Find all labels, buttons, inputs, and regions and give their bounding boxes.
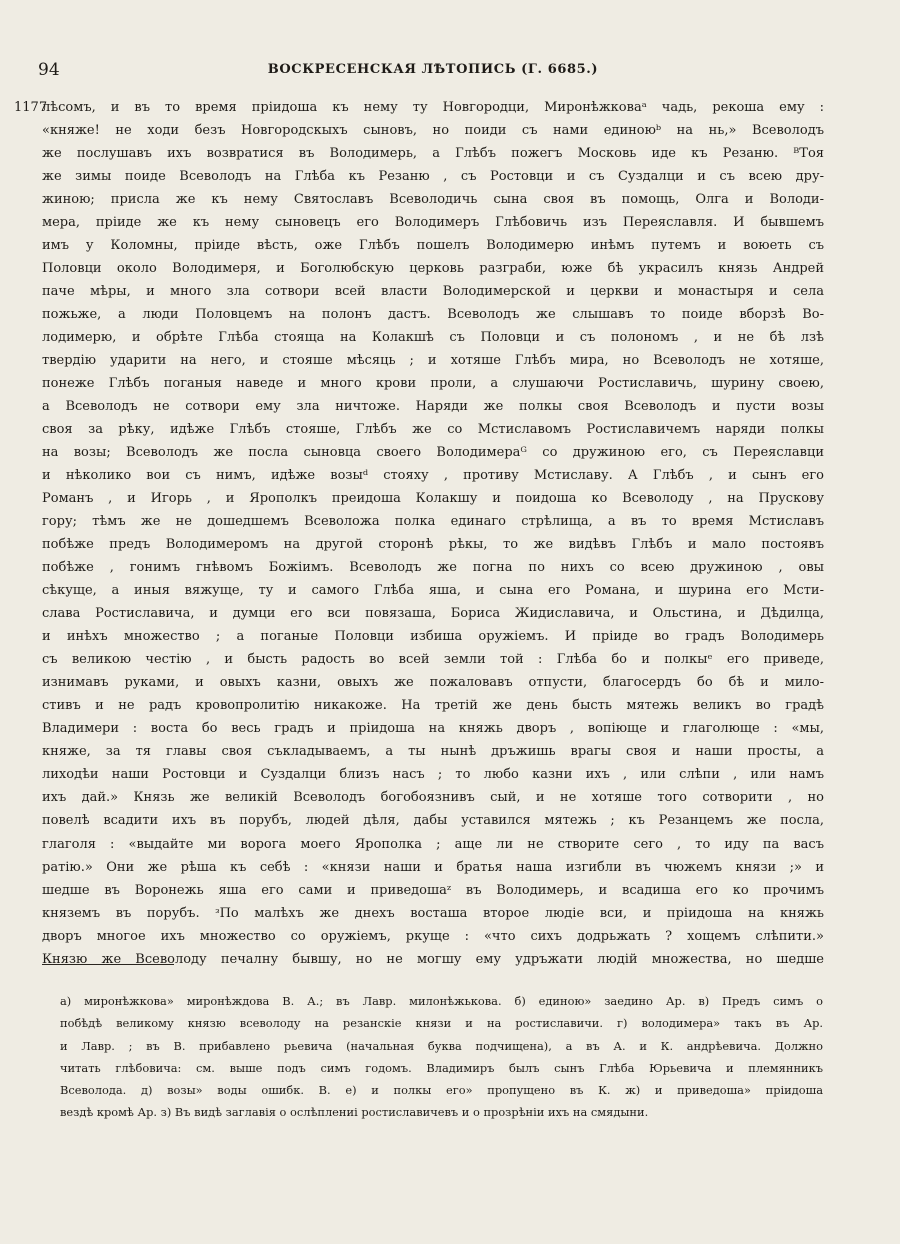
text-line: Князю же Всеволоду печалну бывшу, но не могшу ему удръжати людій множества, но шедше bbox=[42, 951, 824, 967]
text-line: изнимавъ руками, и овыхъ казни, овыхъ же пожаловавъ отпусти, благосердъ бо бѣ и мило- bbox=[42, 675, 824, 691]
text-line: на возы; Всеволодъ же посла сыновца своего Володимераᴳ со дружиною его, съ Переяславци bbox=[42, 445, 824, 461]
text-line: побѣже , гонимъ гнѣвомъ Божіимъ. Всеволодъ же погна по нихъ со всею дружиною , овы bbox=[42, 560, 824, 576]
text-line: сѣкуще, а иныя вяжуще, ту и самого Глѣба яша, и сына его Романа, и шурина его Мсти- bbox=[42, 583, 824, 599]
text-line: Владимери : воста бо весь градъ и пріидоша на княжь дворъ , вопіюще и глаголюще : «мы, bbox=[42, 721, 824, 737]
footnote-line: читать глѣбовича: см. выше подъ симъ годомъ. Владимиръ былъ сынъ Глѣба Юрьевича и племянникъ bbox=[60, 1060, 823, 1075]
footnote-line: а) миронѣжкова» миронѣждова В. А.; въ Лавр. милонѣжькова. б) единою» заедино Ар. в) Предъ симъ о bbox=[60, 994, 823, 1008]
page-number: 94 bbox=[38, 60, 60, 80]
text-line: мера, пріиде же къ нему сыновецъ его Володимеръ Глѣбовичь изъ Переяславля. И бывшемъ bbox=[42, 215, 824, 231]
text-line: повелѣ всадити ихъ въ порубъ, людей дѣля, дабы уставился мятежь ; къ Резанцемъ же посла, bbox=[42, 813, 824, 829]
margin-year: 1177 bbox=[14, 100, 48, 115]
text-line: лѣсомъ, и въ то время пріидоша къ нему ту Новгородци, Миронѣжковаᵃ чадь, рекоша ему : bbox=[42, 100, 824, 115]
text-line: Романъ , и Игорь , и Ярополкъ преидоша Колакшу и поидоша ко Всеволоду , на Прускову bbox=[42, 491, 824, 507]
text-line: ратію.» Они же рѣша къ себѣ : «князи наши и братья наша изгибли въ чюжемъ князи ;» и bbox=[42, 859, 824, 875]
text-line: княже, за тя главы своя съкладываемъ, а ты нынѣ дръжишь врагы своя и наши просты, а bbox=[42, 744, 824, 760]
text-line: «княже! не ходи безъ Новгородскыхъ сыновъ, но поиди съ нами единоюᵇ на нь,» Всеволодъ bbox=[42, 123, 824, 139]
text-line: жиною; присла же къ нему Святославъ Всеволодичь сына своя въ помощь, Олга и Володи- bbox=[42, 192, 824, 208]
text-line: дворъ многое ихъ множество со оружіемъ, ркуще : «что сихъ додрьжать ? хощемъ слѣпити.» bbox=[42, 928, 824, 944]
text-line: гору; тѣмъ же не дошедшемъ Всеволожа полка единаго стрѣлища, а въ то время Мстиславъ bbox=[42, 514, 824, 530]
text-line: и инѣхъ множество ; а поганые Половци избиша оружіемъ. И пріиде во градъ Володимерь bbox=[42, 629, 824, 645]
text-line: понеже Глѣбъ поганыя наведе и много крови проли, а слушаючи Ростиславичь, шурину своею, bbox=[42, 376, 824, 392]
text-line: ихъ дай.» Князь же великій Всеволодъ богобоязнивъ сый, и не хотяше того сотворити , но bbox=[42, 790, 824, 806]
text-line: слава Ростиславича, и думци его вси повязаша, Бориса Жидиславича, и Ольстина, и Дѣдилца, bbox=[42, 606, 824, 622]
text-line: стивъ и не радъ кровопролитію никакоже. На третій же день бысть мятежь великъ во градѣ bbox=[42, 698, 824, 714]
text-line: пожьже, а люди Половцемъ на полонъ дастъ. Всеволодъ же слышавъ то поиде вборзѣ Во- bbox=[42, 307, 824, 323]
text-line: и нѣколико вои съ нимъ, идѣже возыᵈ стояху , противу Мстиславу. А Глѣбъ , и сынъ его bbox=[42, 468, 824, 484]
footnote-separator bbox=[42, 964, 174, 965]
text-line: княземъ въ порубъ. ᶟПо малѣхъ же днехъ восташа второе людіе вси, и пріидоша на княжь bbox=[42, 905, 824, 921]
text-line: шедше въ Воронежь яша его сами и приведошаᶻ въ Володимерь, и всадиша его ко прочимъ bbox=[42, 882, 824, 898]
text-line: лиходѣи наши Ростовци и Суздалци близъ насъ ; то любо казни ихъ , или слѣпи , или намъ bbox=[42, 767, 824, 783]
footnote-line: побѣдѣ великому князю всеволоду на резанскіе князи и на ростиславичи. г) володимера» такъ въ Ар. bbox=[60, 1016, 823, 1031]
text-line: имъ у Коломны, пріиде вѣсть, оже Глѣбъ пошелъ Володимерю инѣмъ путемъ и воюеть съ bbox=[42, 238, 824, 254]
running-title: ВОСКРЕСЕНСКАЯ ЛѢТОПИСЬ (Г. 6685.) bbox=[267, 62, 599, 77]
text-line: съ великою честію , и бысть радость во всей земли той : Глѣба бо и полкыᵉ его приведе, bbox=[42, 652, 824, 668]
footnotes bbox=[60, 990, 823, 1124]
text-line: а Всеволодъ не сотвори ему зла ничтоже. Наряди же полкы своя Всеволодъ и пусти возы bbox=[42, 399, 824, 415]
text-line: твердію ударити на него, и стояше мѣсяць ; и хотяше Глѣбъ мира, но Всеволодъ не хотяше, bbox=[42, 353, 824, 369]
text-line: своя за рѣку, идѣже Глѣбъ стояше, Глѣбъ же со Мстиславомъ Ростиславичемъ наряди полкы bbox=[42, 422, 824, 438]
text-line: же послушавъ ихъ возвратися въ Володимерь, а Глѣбъ пожегъ Московь иде къ Резаню. ᴮТоя bbox=[42, 146, 824, 162]
text-line: глаголя : «выдайте ми ворога моего Ярополка ; аще ли не створите сего , то иду па васъ bbox=[42, 836, 824, 852]
text-line: паче мѣры, и много зла сотвори всей власти Володимерской и церкви и монастыря и села bbox=[42, 284, 824, 300]
footnote-line: Всеволода. д) возы» воды ошибк. В. е) и полкы его» пропущено въ К. ж) и приведоша» пріидоша bbox=[60, 1083, 823, 1098]
text-line: же зимы поиде Всеволодъ на Глѣба къ Резаню , съ Ростовци и съ Суздалци и съ всею дру- bbox=[42, 169, 824, 185]
footnote-line: и Лавр. ; въ В. прибавлено рьевича (начальная буква подчищена), а въ А. и К. андрѣевича. Должно bbox=[60, 1038, 823, 1053]
main-text bbox=[42, 96, 824, 971]
page-header bbox=[38, 60, 828, 82]
text-line: побѣже предъ Володимеромъ на другой сторонѣ рѣкы, то же видѣвъ Глѣбъ и мало постоявъ bbox=[42, 537, 824, 553]
text-line: Половци около Володимеря, и Боголюбскую церковь разграби, юже бѣ украсилъ князь Андрей bbox=[42, 261, 824, 277]
footnote-line: вездѣ кромѣ Ар. з) Въ видѣ заглавія о ослѣплениі ростиславичевъ и о прозрѣніи ихъ на смядыни. bbox=[60, 1105, 649, 1120]
text-line: лодимерю, и обрѣте Глѣба стояща на Колакшѣ съ Половци и съ полономъ , и не бѣ лзѣ bbox=[42, 330, 824, 346]
